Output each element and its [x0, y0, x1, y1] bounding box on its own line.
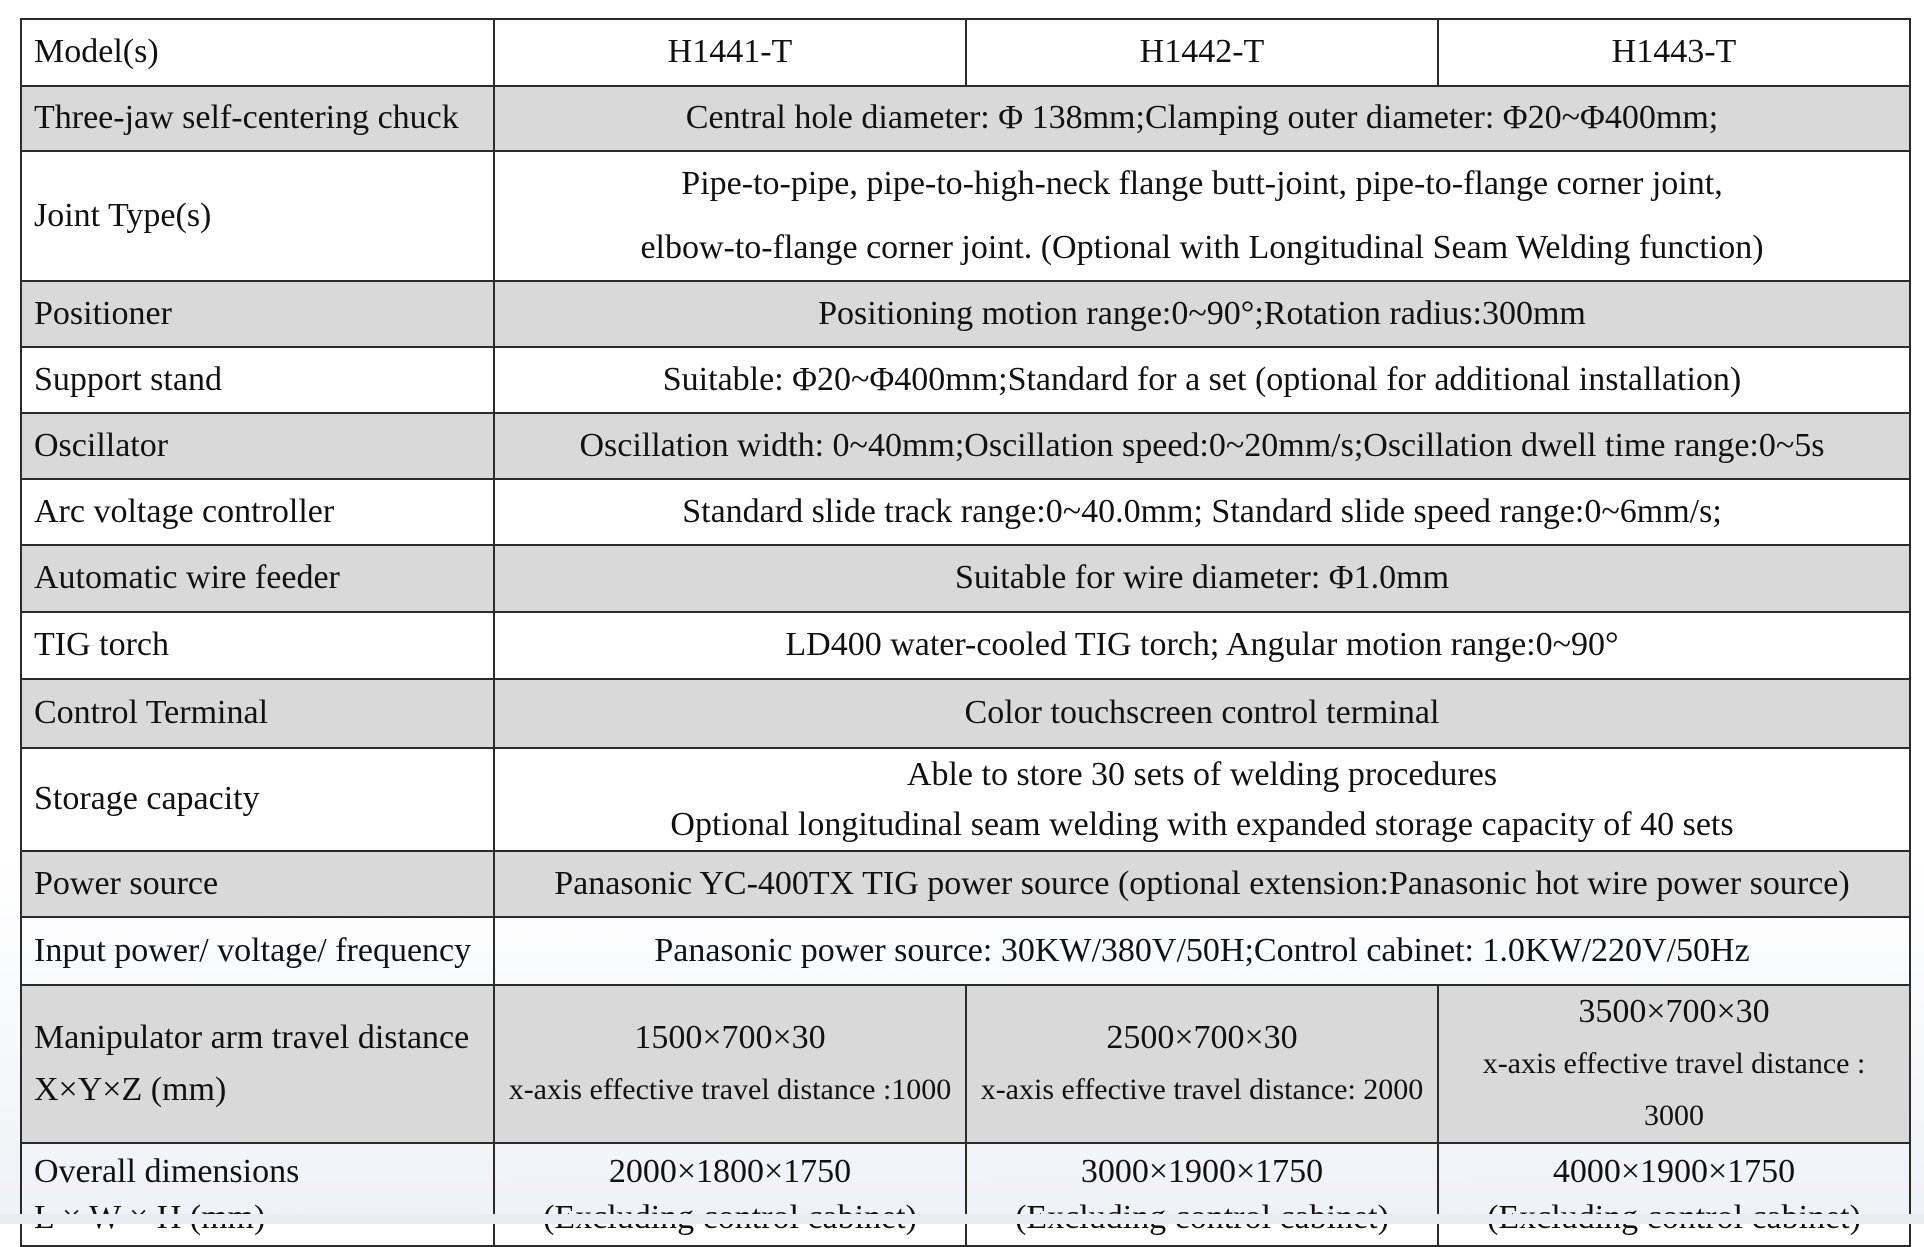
- spec-row-control-terminal: [21, 679, 1910, 748]
- spec-row-tig-torch: [21, 612, 1910, 679]
- label-line: Overall dimensions: [34, 1152, 300, 1190]
- spec-row-chuck: [21, 86, 1910, 151]
- row-value: [494, 748, 1910, 851]
- arm-x-effective: x-axis effective travel distance :1000: [508, 1073, 952, 1106]
- spec-table: [20, 18, 1911, 1247]
- row-label: Arc voltage controller: [21, 479, 494, 545]
- dim-value: 3000×1900×1750: [1080, 1152, 1324, 1190]
- dim-value: 2000×1800×1750: [608, 1152, 852, 1190]
- row-label: Input power/ voltage/ frequency: [21, 917, 494, 985]
- dim-cell-h1441: [494, 1143, 966, 1246]
- dim-value: 4000×1900×1750: [1552, 1152, 1796, 1190]
- spec-row-arc-voltage: [21, 479, 1910, 545]
- arm-cell-h1442: [966, 985, 1438, 1143]
- spec-row-dimensions: [21, 1143, 1910, 1246]
- spec-row-wire-feeder: [21, 545, 1910, 612]
- arm-travel: 1500×700×30: [634, 1019, 826, 1056]
- row-label: [21, 1143, 494, 1246]
- row-value: LD400 water-cooled TIG torch; Angular motion range:0~90°: [494, 612, 1910, 679]
- arm-cell-h1443: [1438, 985, 1910, 1143]
- label-line: X×Y×Z (mm): [34, 1071, 227, 1108]
- row-value: Panasonic power source: 30KW/380V/50H;Control cabinet: 1.0KW/220V/50Hz: [494, 917, 1910, 985]
- row-label: Control Terminal: [21, 679, 494, 748]
- row-value: Suitable: Φ20~Φ400mm;Standard for a set (optional for additional installation): [494, 347, 1910, 413]
- row-label: Positioner: [21, 281, 494, 347]
- dim-cell-h1443: [1438, 1143, 1910, 1246]
- row-label: Power source: [21, 851, 494, 917]
- model-h1442: H1442-T: [966, 19, 1438, 86]
- arm-travel: 3500×700×30: [1578, 993, 1770, 1030]
- row-label: Support stand: [21, 347, 494, 413]
- model-h1441: H1441-T: [494, 19, 966, 86]
- spec-row-manipulator-arm: [21, 985, 1910, 1143]
- spec-table-container: [20, 18, 1911, 1247]
- value-line: Able to store 30 sets of welding procedures: [906, 755, 1498, 793]
- row-value: Color touchscreen control terminal: [494, 679, 1910, 748]
- row-label: Storage capacity: [21, 748, 494, 851]
- arm-x-effective: x-axis effective travel distance : 3000: [1482, 1047, 1866, 1132]
- row-label: Three-jaw self-centering chuck: [21, 86, 494, 151]
- value-line: Pipe-to-pipe, pipe-to-high-neck flange butt-joint, pipe-to-flange corner joint,: [681, 165, 1723, 202]
- value-line: Optional longitudinal seam welding with expanded storage capacity of 40 sets: [670, 805, 1734, 843]
- row-label: Joint Type(s): [21, 151, 494, 281]
- row-value: Positioning motion range:0~90°;Rotation radius:300mm: [494, 281, 1910, 347]
- dim-cell-h1442: [966, 1143, 1438, 1246]
- row-label: [21, 985, 494, 1143]
- row-label: TIG torch: [21, 612, 494, 679]
- row-value: Standard slide track range:0~40.0mm; Standard slide speed range:0~6mm/s;: [494, 479, 1910, 545]
- header-label: Model(s): [21, 19, 494, 86]
- page-bottom-band: [0, 1214, 1924, 1224]
- row-value: [494, 151, 1910, 281]
- row-label: Automatic wire feeder: [21, 545, 494, 612]
- spec-row-positioner: [21, 281, 1910, 347]
- label-line: Manipulator arm travel distance: [34, 1019, 470, 1056]
- value-line: elbow-to-flange corner joint. (Optional with Longitudinal Seam Welding function): [640, 229, 1764, 266]
- spec-row-storage: [21, 748, 1910, 851]
- header-row: [21, 19, 1910, 86]
- arm-travel: 2500×700×30: [1106, 1019, 1298, 1056]
- arm-x-effective: x-axis effective travel distance: 2000: [980, 1073, 1424, 1106]
- model-h1443: H1443-T: [1438, 19, 1910, 86]
- row-label: Oscillator: [21, 413, 494, 479]
- spec-row-input-power: [21, 917, 1910, 985]
- spec-row-oscillator: [21, 413, 1910, 479]
- arm-cell-h1441: [494, 985, 966, 1143]
- row-value: Suitable for wire diameter: Φ1.0mm: [494, 545, 1910, 612]
- spec-row-joint-types: [21, 151, 1910, 281]
- row-value: Panasonic YC-400TX TIG power source (optional extension:Panasonic hot wire power source): [494, 851, 1910, 917]
- row-value: Oscillation width: 0~40mm;Oscillation speed:0~20mm/s;Oscillation dwell time range:0~5s: [494, 413, 1910, 479]
- row-value: Central hole diameter: Φ 138mm;Clamping outer diameter: Φ20~Φ400mm;: [494, 86, 1910, 151]
- spec-row-power-source: [21, 851, 1910, 917]
- spec-row-support-stand: [21, 347, 1910, 413]
